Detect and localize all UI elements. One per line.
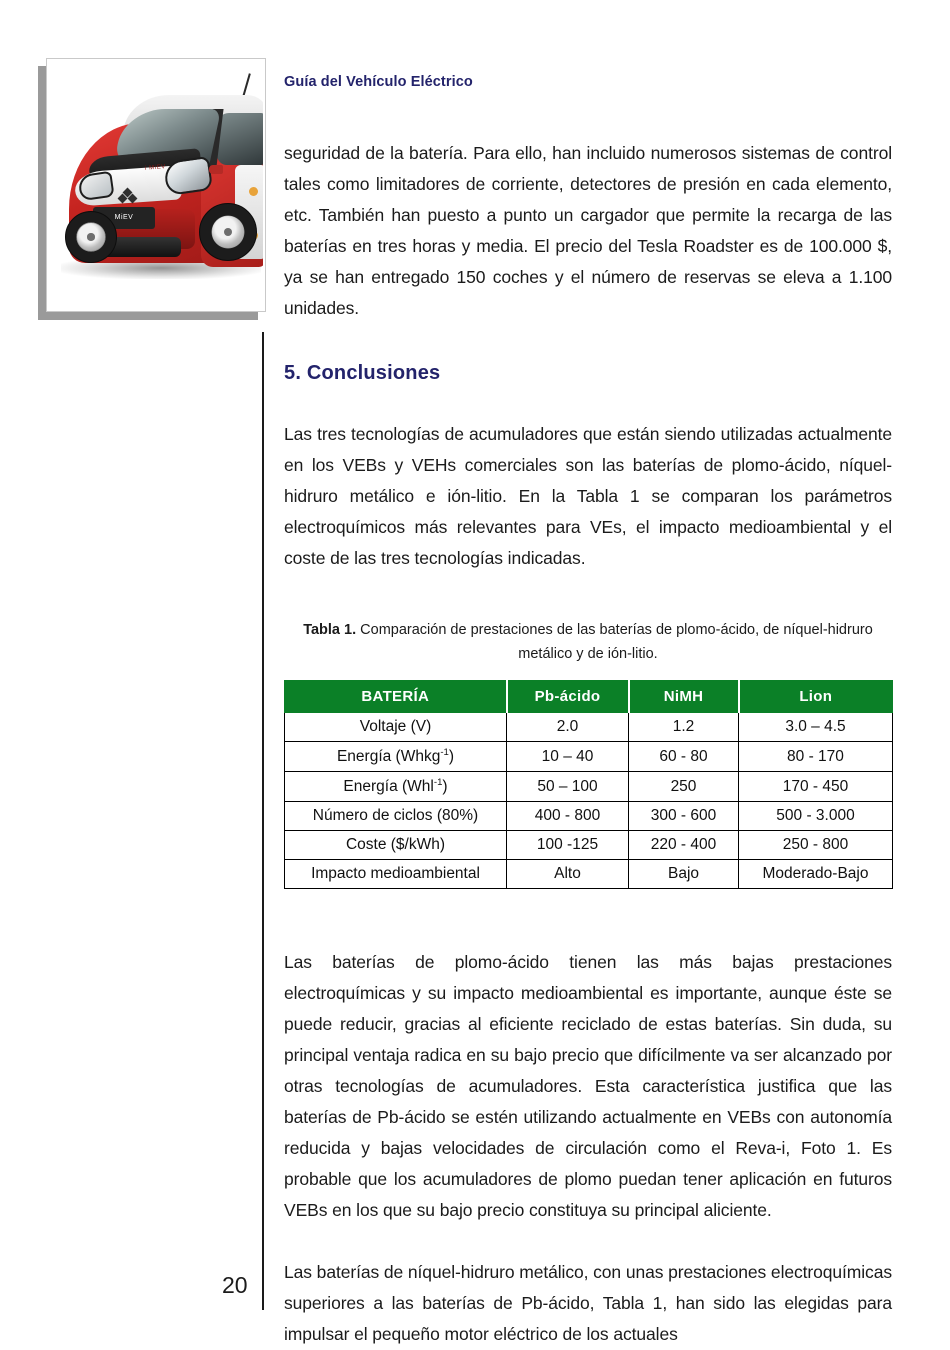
car-side-window bbox=[217, 113, 263, 165]
table-header-lion: Lion bbox=[739, 681, 893, 713]
table-row bbox=[285, 772, 893, 802]
table-header-nimh: NiMH bbox=[629, 681, 739, 713]
page-content bbox=[284, 74, 892, 1350]
table-cell-lion: 170 - 450 bbox=[739, 772, 893, 802]
mitsubishi-logo-icon bbox=[119, 189, 135, 203]
car-wheel-rear bbox=[199, 203, 257, 261]
table-cell-parameter: Número de ciclos (80%) bbox=[285, 802, 507, 831]
table-cell-pb-acido: 2.0 bbox=[507, 713, 629, 742]
table-cell-lion: 250 - 800 bbox=[739, 831, 893, 860]
table-cell-parameter: Coste ($/kWh) bbox=[285, 831, 507, 860]
table-cell-parameter: Energía (Whkg$^{-1}$) bbox=[285, 742, 507, 772]
car-wheel-front bbox=[65, 211, 117, 263]
table-cell-pb-acido: 10 – 40 bbox=[507, 742, 629, 772]
page-number: 20 bbox=[222, 1272, 248, 1298]
paragraph-after-table-1: Las baterías de plomo-ácido tienen las más bajas prestaciones electroquímicas y su impacto medioambiental es importante, aunque éste se puede reducir, gracias al eficiente reciclado de estas baterías. Sin duda, su principal ventaja radica en su bajo precio que difícilmente va ser alcanzado por otras tecnologías de acumuladores. Esta característica justifica que las baterías de Pb-ácido se estén utilizando actualmente en VEBs con autonomía reducida y bajas velocidades de circulación como el Reva-i, Foto 1. Es probable que los acumuladores de plomo puedan tener aplicación en futuros VEBs en los que su bajo precio constituya su principal aliciente. bbox=[284, 952, 892, 1221]
table-cell-lion: Moderado-Bajo bbox=[739, 860, 893, 889]
car-license-plate: MiEV bbox=[93, 207, 155, 229]
table-caption-label: Tabla 1. bbox=[303, 622, 357, 638]
table-cell-lion: 3.0 – 4.5 bbox=[739, 713, 893, 742]
paragraph-intro: seguridad de la batería. Para ello, han incluido numerosos sistemas de control tales como limitadores de corriente, detectores de presión en cada elemento, etc. También han puesto a punto un cargador que permite la recarga de las baterías en tres horas y media. El precio del Tesla Roadster es de 100.000 $, ya se han entregado 150 coches y el número de reservas se eleva a 1.100 unidades. bbox=[284, 143, 892, 318]
table-body bbox=[285, 713, 893, 889]
table-cell-parameter: Voltaje (V) bbox=[285, 713, 507, 742]
table-row bbox=[285, 802, 893, 831]
figure-photo-block bbox=[38, 58, 266, 320]
photo-image-mitsubishi-i-miev bbox=[49, 61, 263, 309]
table-cell-pb-acido: Alto bbox=[507, 860, 629, 889]
table-row bbox=[285, 713, 893, 742]
table-cell-parameter: Energía (Whl$^{-1}$) bbox=[285, 772, 507, 802]
table-caption bbox=[284, 618, 892, 666]
running-head: Guía del Vehículo Eléctrico bbox=[284, 74, 473, 90]
table-header-bateria: BATERÍA bbox=[285, 681, 507, 713]
table-cell-lion: 500 - 3.000 bbox=[739, 802, 893, 831]
table-row bbox=[285, 860, 893, 889]
car-side-marker-front bbox=[249, 187, 258, 196]
table-row bbox=[285, 831, 893, 860]
table-cell-nimh: 1.2 bbox=[629, 713, 739, 742]
photo-frame bbox=[46, 58, 266, 312]
table-cell-nimh: 300 - 600 bbox=[629, 802, 739, 831]
table-cell-nimh: 220 - 400 bbox=[629, 831, 739, 860]
table-header-row bbox=[285, 681, 893, 713]
table-cell-pb-acido: 400 - 800 bbox=[507, 802, 629, 831]
table-cell-pb-acido: 100 -125 bbox=[507, 831, 629, 860]
table-cell-nimh: 60 - 80 bbox=[629, 742, 739, 772]
table-header-pb-acido: Pb-ácido bbox=[507, 681, 629, 713]
car-side-mirror bbox=[209, 165, 223, 174]
table-cell-nimh: Bajo bbox=[629, 860, 739, 889]
table-cell-nimh: 250 bbox=[629, 772, 739, 802]
paragraph-after-table-2: Las baterías de níquel-hidruro metálico, con unas prestaciones electroquímicas superiores a las baterías de Pb-ácido, Tabla 1, han sido las elegidas para impulsar el pequeño motor eléctrico de los actuales bbox=[284, 1262, 892, 1345]
paragraph-conclusiones-1: Las tres tecnologías de acumuladores que están siendo utilizadas actualmente en los VEBs y VEHs comerciales son las baterías de plomo-ácido, níquel-hidruro metálico e ión-litio. En la Tabla 1 se comparan los parámetros electroquímicos más relevantes para VEs, el impacto medioambiental y el coste de las tres tecnologías indicadas. bbox=[284, 424, 892, 568]
table-cell-lion: 80 - 170 bbox=[739, 742, 893, 772]
table-cell-parameter: Impacto medioambiental bbox=[285, 860, 507, 889]
section-heading-conclusiones: 5. Conclusiones bbox=[284, 362, 441, 384]
battery-comparison-table bbox=[284, 680, 893, 889]
table-row bbox=[285, 742, 893, 772]
table-caption-text: Comparación de prestaciones de las baterías de plomo-ácido, de níquel-hidruro metálico y de ión-litio. bbox=[356, 622, 873, 662]
table-cell-pb-acido: 50 – 100 bbox=[507, 772, 629, 802]
column-divider-rule bbox=[262, 332, 264, 1310]
car-badge-text: i MiEV bbox=[144, 164, 167, 172]
